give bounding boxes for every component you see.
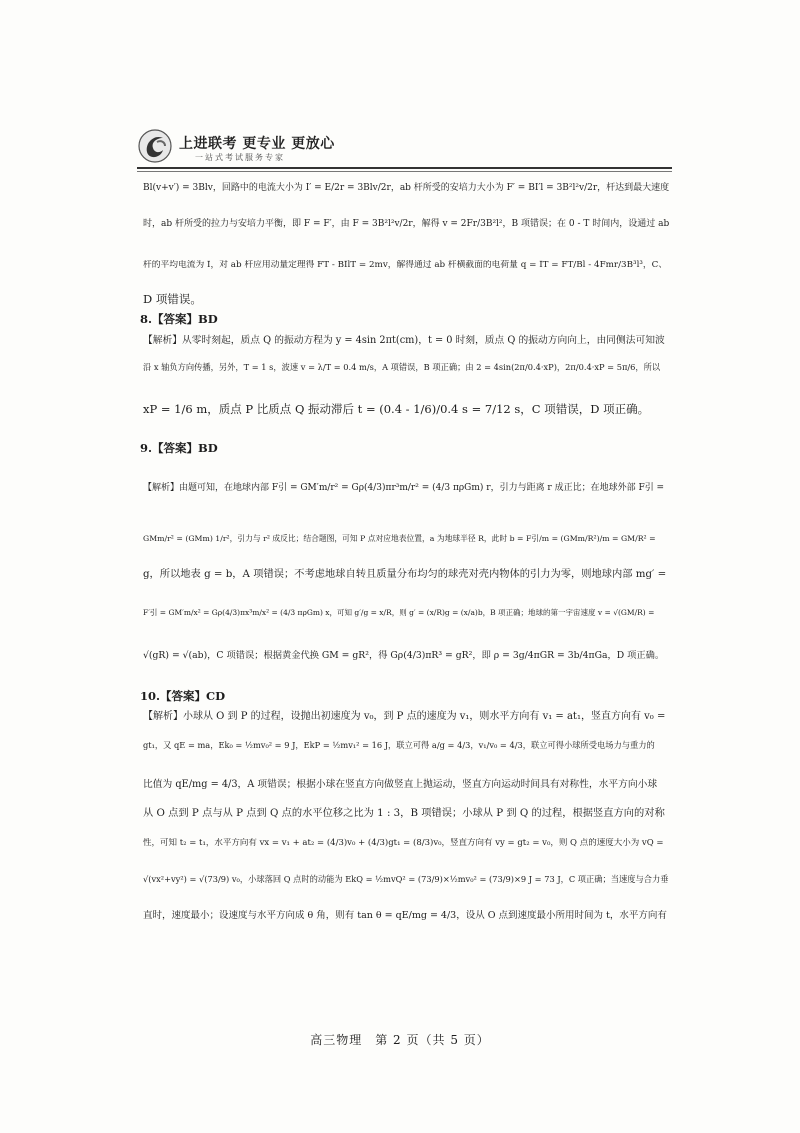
q8-line-2: 沿 x 轴负方向传播，另外，T = 1 s，波速 v = λ/T = 0.4 m/s，A 项错误，B 项正确；由 2 = 4sin(2π/0.4·xP)，2π/0.4·xP = 5π/6，所以 xyxy=(143,362,661,372)
q10-line-2: gt₁，又 qE = ma，Ek₀ = ½mv₀² = 9 J，EkP = ½mv₁² = 16 J，联立可得 a/g = 4/3，v₁/v₀ = 4/3，联立可得小球所受电场力与重力的 xyxy=(143,740,655,750)
q8-line-3: xP = 1/6 m，质点 P 比质点 Q 振动滞后 t = (0.4 - 1/6)/0.4 s = 7/12 s，C 项错误，D 项正确。 xyxy=(143,402,650,416)
q9-line-5: √(gR) = √(ab)，C 项错误；根据黄金代换 GM = gR²，得 Gρ(4/3)πR³ = gR²，即 ρ = 3g/4πGR = 3b/4πGa，D 项正确。 xyxy=(143,650,665,661)
page-header xyxy=(137,128,672,168)
q7-line-1: Bl(v+v′) = 3Blv，回路中的电流大小为 I′ = E/2r = 3Blv/2r，ab 杆所受的安培力大小为 F′ = BI′l = 3B²l²v/2r，杆达到最大速度 xyxy=(143,183,669,193)
q8-answer: 8.【答案】BD xyxy=(140,312,218,326)
q10-answer: 10.【答案】CD xyxy=(140,689,226,703)
header-divider xyxy=(137,167,672,169)
q8-line-1: 【解析】从零时刻起，质点 Q 的振动方程为 y = 4sin 2πt(cm)，t = 0 时刻，质点 Q 的振动方向向上，由同侧法可知波 xyxy=(143,335,665,346)
q9-line-2: GMm/r² = (GMm) 1/r²，引力与 r² 成反比；结合题图，可知 P 点对应地表位置，a 为地球半径 R，此时 b = F引/m = (GMm/R²)/m = GM/R² = xyxy=(143,534,656,543)
q10-line-6: √(vx²+vy²) = √(73/9) v₀，小球落回 Q 点时的动能为 EkQ = ½mvQ² = (73/9)×½mv₀² = (73/9)×9 J = 73 J，C 项正确；当速度与合力垂 xyxy=(143,874,669,884)
q10-line-5: 性，可知 t₂ = t₁，水平方向有 vx = v₁ + at₂ = (4/3)v₀ + (4/3)gt₁ = (8/3)v₀，竖直方向有 vy = gt₂ = v₀，则 Q 点的速度大小为 vQ = xyxy=(143,838,664,848)
q7-line-4: D 项错误。 xyxy=(143,292,202,306)
q9-line-1: 【解析】由题可知，在地球内部 F引 = GM′m/r² = Gρ(4/3)πr³m/r² = (4/3 πρGm) r，引力与距离 r 成正比；在地球外部 F引 = xyxy=(143,483,665,493)
q10-line-7: 直时，速度最小；设速度与水平方向成 θ 角，则有 tan θ = qE/mg = 4/3，设从 O 点到速度最小所用时间为 t，水平方向有 xyxy=(143,910,667,921)
q10-line-3: 比值为 qE/mg = 4/3，A 项错误；根据小球在竖直方向做竖直上抛运动，竖直方向运动时间具有对称性，水平方向小球 xyxy=(143,779,658,790)
header-divider-thin xyxy=(137,171,672,172)
brand-logo-icon xyxy=(137,128,173,164)
brand-name: 上进联考 更专业 更放心 xyxy=(179,136,335,152)
q9-line-4: F′引 = GM′m/x² = Gρ(4/3)πx³m/x² = (4/3 πρGm) x，可知 g′/g = x/R，则 g′ = (x/R)g = (x/a)b，B 项正确；地球的第一宇宙速度 v = √(GM/R) = xyxy=(143,608,655,617)
page-footer: 高三物理 第 2 页（共 5 页） xyxy=(310,1033,490,1047)
q7-line-2: 时，ab 杆所受的拉力与安培力平衡，即 F = F′，由 F = 3B²l²v/2r，解得 v = 2Fr/3B²l²，B 项错误；在 0 - T 时间内，设通过 ab xyxy=(143,219,669,229)
q9-line-3: g，所以地表 g = b，A 项错误；不考虑地球自转且质量分布均匀的球壳对壳内物体的引力为零，则地球内部 mg′ = xyxy=(143,568,667,580)
q9-answer: 9.【答案】BD xyxy=(140,441,218,455)
q7-line-3: 杆的平均电流为 Ī，对 ab 杆应用动量定理得 FT - BĪlT = 2mv，解得通过 ab 杆横截面的电荷量 q = ĪT = FT/Bl - 4Fmr/3B³l³，C、 xyxy=(143,260,668,270)
q10-line-4: 从 O 点到 P 点与从 P 点到 Q 点的水平位移之比为 1 : 3，B 项错误；小球从 P 到 Q 的过程，根据竖直方向的对称 xyxy=(143,807,665,819)
brand-subtitle: 一站式考试服务专家 xyxy=(195,153,285,162)
q10-line-1: 【解析】小球从 O 到 P 的过程，设抛出初速度为 v₀，到 P 点的速度为 v₁，则水平方向有 v₁ = at₁，竖直方向有 v₀ = xyxy=(143,711,666,722)
